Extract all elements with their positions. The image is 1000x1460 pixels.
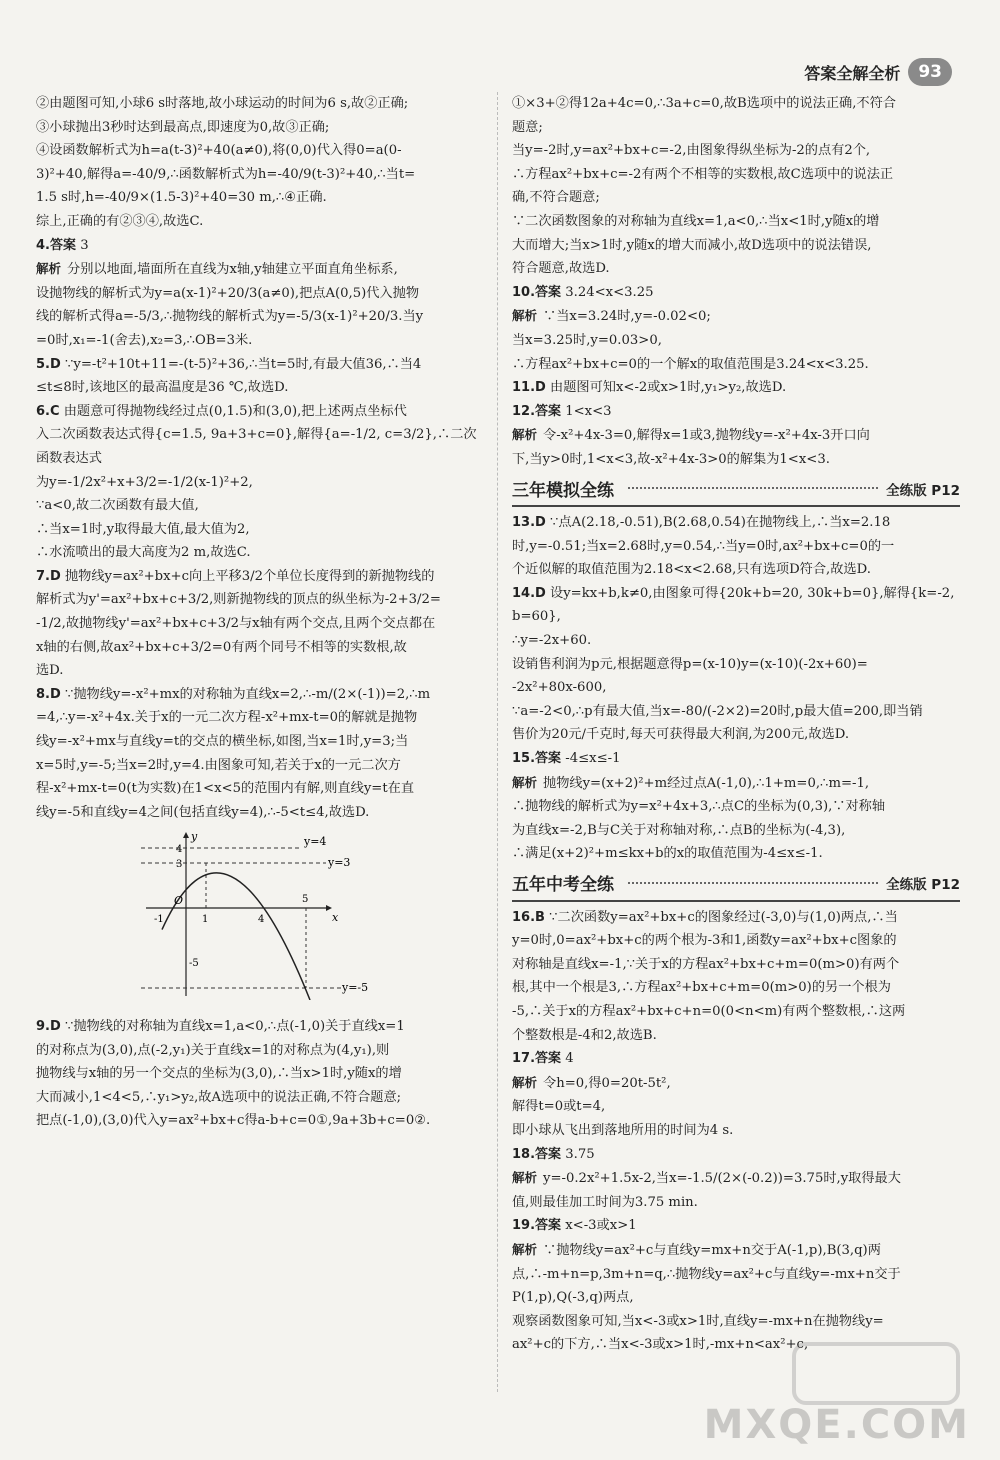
text-line: 令h=0,得0=20t-5t², bbox=[543, 1075, 671, 1091]
section-dots bbox=[628, 882, 878, 884]
text-line: 把点(-1,0),(3,0)代入y=ax²+bx+c得a-b+c=0①,9a+3b+c=0②. bbox=[36, 1113, 431, 1129]
section-tag: 全练版 P12 bbox=[886, 482, 960, 499]
text-line: ∵二次函数图象的对称轴为直线x=1,a<0,∴当x<1时,y随x的增 bbox=[512, 213, 880, 229]
question-number: 19.答案 bbox=[512, 1218, 562, 1234]
text-line: 综上,正确的有②③④,故选C. bbox=[36, 213, 204, 229]
text-line: 抛物线y=ax²+bx+c向上平移3/2个单位长度得到的新抛物线的 bbox=[64, 568, 435, 584]
text-line: 3)²+40,解得a=-40/9,∴函数解析式为h=-40/9(t-3)²+40,∴当t= bbox=[36, 166, 416, 182]
text-line: 题意; bbox=[512, 119, 543, 135]
question-number: 8.D bbox=[36, 686, 61, 702]
text-line: ∵抛物线y=ax²+c与直线y=mx+n交于A(-1,p),B(3,q)两 bbox=[543, 1242, 881, 1258]
text-line: 对称轴是直线x=-1,∵关于x的方程ax²+bx+c+m=0(m>0)有两个 bbox=[512, 956, 900, 972]
tick-5: 5 bbox=[302, 894, 309, 906]
text-line: 当y=-2时,y=ax²+bx+c=-2,由图象得纵坐标为-2的点有2个, bbox=[512, 143, 871, 159]
text-line: 设y=kx+b,k≠0,由图象可得{20k+b=20, 30k+b=0},解得{k=-2, b=60}, bbox=[512, 585, 955, 625]
text-line: ∵点A(2.18,-0.51),B(2.68,0.54)在抛物线上,∴当x=2.18 bbox=[550, 515, 891, 531]
question-19 bbox=[512, 1214, 960, 1357]
right-column bbox=[512, 92, 960, 1357]
text-line: y=-0.2x²+1.5x-2,当x=-1.5/(2×(-0.2))=3.75时,y取得最大 bbox=[543, 1171, 901, 1187]
text-line: 下,当y>0时,1<x<3,故-x²+4x-3>0的解集为1<x<3. bbox=[512, 451, 830, 467]
analysis-label: 解析 bbox=[512, 308, 538, 324]
analysis-label: 解析 bbox=[512, 1074, 538, 1090]
question-11 bbox=[512, 376, 960, 400]
text-line: 的对称点为(3,0),点(-2,y₁)关于直线x=1的对称点为(4,y₁),则 bbox=[36, 1042, 390, 1058]
tick-minus5: -5 bbox=[189, 958, 199, 970]
section-dots bbox=[628, 487, 878, 489]
watermark-text: MXQE.COM bbox=[703, 1402, 970, 1448]
text-line: 抛物线y=(x+2)²+m经过点A(-1,0),∴1+m=0,∴m=-1, bbox=[543, 775, 870, 791]
watermark-logo bbox=[792, 1342, 960, 1405]
question-9 bbox=[36, 1015, 484, 1133]
answer-value: -4≤x≤-1 bbox=[565, 751, 621, 767]
text-line: y=0时,0=ax²+bx+c的两个根为-3和1,函数y=ax²+bx+c图象的 bbox=[512, 933, 897, 949]
tick-4: 4 bbox=[176, 844, 183, 856]
text-line: =4,∴y=-x²+4x.关于x的一元二次方程-x²+mx-t=0的解就是抛物 bbox=[36, 710, 418, 726]
text-line: ④设函数解析式为h=a(t-3)²+40(a≠0),将(0,0)代入得0=a(0- bbox=[36, 143, 402, 159]
question-number: 7.D bbox=[36, 568, 61, 584]
text-line: ∴方程ax²+bx+c=0的一个解x的取值范围是3.24<x<3.25. bbox=[512, 356, 869, 372]
header-title: 答案全解全析 bbox=[804, 63, 901, 83]
answer-value: 3 bbox=[80, 237, 89, 253]
text-line: ∴满足(x+2)²+m≤kx+b的x的取值范围为-4≤x≤-1. bbox=[512, 846, 823, 862]
label-y: y bbox=[191, 830, 198, 844]
question-number: 17.答案 bbox=[512, 1051, 562, 1067]
question-6 bbox=[36, 400, 484, 565]
text-line: 线y=-5和直线y=4之间(包括直线y=4),∴-5<t≤4,故选D. bbox=[36, 804, 370, 820]
label-y-5: y=-5 bbox=[342, 981, 369, 995]
tick-4x: 4 bbox=[258, 914, 265, 926]
text-line: 售价为20元/千克时,每天可获得最大利润,为200元,故选D. bbox=[512, 727, 850, 743]
analysis-label: 解析 bbox=[512, 1241, 538, 1257]
text-line: ∴抛物线的解析式为y=x²+4x+3,∴点C的坐标为(0,3),∵对称轴 bbox=[512, 799, 886, 815]
page-header bbox=[804, 58, 952, 86]
text-line: 由题意可得抛物线经过点(0,1.5)和(3,0),把上述两点坐标代 bbox=[63, 403, 407, 419]
label-origin: O bbox=[174, 894, 184, 908]
text-line: 程-x²+mx-t=0(t为实数)在1<x<5的范围内有解,则直线y=t在直 bbox=[36, 781, 415, 797]
text-line: 根,其中一个根是3,∴方程ax²+bx+c+m=0(m>0)的另一个根为 bbox=[512, 980, 891, 996]
text-line: 为y=-1/2x²+x+3/2=-1/2(x-1)²+2, bbox=[36, 474, 253, 490]
section-title: 五年中考全练 bbox=[512, 875, 614, 895]
text-line: ∵a<0,故二次函数有最大值, bbox=[36, 498, 199, 514]
text-line: 1.5 s时,h=-40/9×(1.5-3)²+40=30 m,∴④正确. bbox=[36, 190, 327, 206]
text-line: -1/2,故抛物线y'=ax²+bx+c+3/2与x轴有两个交点,且两个交点都在 bbox=[36, 616, 436, 632]
text-line: 即小球从飞出到落地所用的时间为4 s. bbox=[512, 1122, 734, 1138]
text-line: 解得t=0或t=4, bbox=[512, 1099, 606, 1115]
column-divider bbox=[497, 92, 499, 1392]
text-line: 大而增大;当x>1时,y随x的增大而减小,故D选项中的说法错误, bbox=[512, 237, 872, 253]
answer-value: 3.75 bbox=[565, 1146, 595, 1162]
y-axis-arrow bbox=[183, 832, 189, 838]
parabola-graph bbox=[136, 830, 376, 1000]
question-number: 15.答案 bbox=[512, 751, 562, 767]
question-8 bbox=[36, 683, 484, 825]
text-line: ∵二次函数y=ax²+bx+c的图象经过(-3,0)与(1,0)两点,∴当 bbox=[549, 909, 898, 925]
analysis-label: 解析 bbox=[36, 261, 62, 277]
question-4 bbox=[36, 234, 484, 353]
tick-3: 3 bbox=[176, 859, 183, 871]
text-line: 值,则最佳加工时间为3.75 min. bbox=[512, 1194, 698, 1210]
question-number: 9.D bbox=[36, 1019, 61, 1034]
text-line: -2x²+80x-600, bbox=[512, 680, 607, 696]
question-number: 10.答案 bbox=[512, 284, 562, 300]
question-number: 11.D bbox=[512, 380, 546, 396]
text-line: ∴y=-2x+60. bbox=[512, 633, 592, 649]
text-line: 符合题意,故选D. bbox=[512, 261, 610, 277]
question-7 bbox=[36, 565, 484, 683]
text-line: ∴当x=1时,y取得最大值,最大值为2, bbox=[36, 521, 250, 537]
text-line: 点,∴-m+n=p,3m+n=q,∴抛物线y=ax²+c与直线y=-mx+n交于 bbox=[512, 1266, 901, 1282]
text-line: ∵抛物线的对称轴为直线x=1,a<0,∴点(-1,0)关于直线x=1 bbox=[64, 1019, 405, 1034]
text-line: 当x=3.25时,y=0.03>0, bbox=[512, 332, 662, 348]
analysis-label: 解析 bbox=[512, 427, 538, 443]
section-header-exam bbox=[512, 872, 960, 902]
text-line: P(1,p),Q(-3,q)两点, bbox=[512, 1290, 634, 1306]
question-number: 12.答案 bbox=[512, 403, 562, 419]
parabola-curve bbox=[162, 873, 310, 1000]
text-line: ①×3+②得12a+4c=0,∴3a+c=0,故B选项中的说法正确,不符合 bbox=[512, 96, 896, 111]
text-line: -5,∴关于x的方程ax²+bx+c+n=0(0<n<m)有两个整数根,∴这两 bbox=[512, 1003, 906, 1019]
text-line: 选D. bbox=[36, 663, 64, 679]
q3-continuation bbox=[36, 92, 484, 234]
text-line: 个整数根是-4和2,故选B. bbox=[512, 1027, 657, 1043]
text-line: ax²+c的下方,∴当x<-3或x>1时,-mx+n<ax²+c, bbox=[512, 1337, 809, 1353]
text-line: ≤t≤8时,该地区的最高温度是36 ℃,故选D. bbox=[36, 380, 289, 396]
analysis-label: 解析 bbox=[512, 1170, 538, 1186]
text-line: 个近似解的取值范围为2.18<x<2.68,只有选项D符合,故选D. bbox=[512, 562, 871, 578]
question-16 bbox=[512, 906, 960, 1048]
text-line: x轴的右侧,故ax²+bx+c+3/2=0有两个同号不相等的实数根,故 bbox=[36, 639, 407, 655]
question-number: 14.D bbox=[512, 585, 546, 601]
label-y4: y=4 bbox=[304, 835, 327, 849]
question-number: 16.B bbox=[512, 909, 545, 925]
question-17 bbox=[512, 1047, 960, 1142]
question-number: 13.D bbox=[512, 515, 546, 531]
analysis-label: 解析 bbox=[512, 774, 538, 790]
section-header-mock bbox=[512, 478, 960, 508]
answer-value: 4 bbox=[565, 1051, 574, 1067]
section-tag: 全练版 P12 bbox=[886, 877, 960, 893]
question-5 bbox=[36, 353, 484, 400]
tick-minus1: -1 bbox=[154, 914, 164, 926]
answer-value: x<-3或x>1 bbox=[565, 1218, 637, 1234]
text-line: ∵a=-2<0,∴p有最大值,当x=-80/(-2×2)=20时,p最大值=200,即当销 bbox=[512, 703, 923, 719]
question-12 bbox=[512, 400, 960, 472]
page-number-badge: 93 bbox=[908, 58, 952, 86]
answer-value: 1<x<3 bbox=[565, 403, 612, 419]
tick-1: 1 bbox=[202, 914, 209, 926]
label-y3: y=3 bbox=[328, 856, 351, 870]
question-18 bbox=[512, 1143, 960, 1215]
text-line: 为直线x=-2,B与C关于对称轴对称,∴点B的坐标为(-4,3), bbox=[512, 822, 846, 838]
answer-value: 3.24<x<3.25 bbox=[565, 284, 654, 300]
text-line: ∴水流喷出的最大高度为2 m,故选C. bbox=[36, 545, 251, 561]
text-line: x=5时,y=-5;当x=2时,y=4.由图象可知,若关于x的一元二次方 bbox=[36, 757, 401, 773]
text-line: 观察函数图象可知,当x<-3或x>1时,直线y=-mx+n在抛物线y= bbox=[512, 1313, 884, 1329]
text-line: ∵当x=3.24时,y=-0.02<0; bbox=[543, 309, 711, 325]
text-line: 确,不符合题意; bbox=[512, 190, 600, 206]
question-number: 18.答案 bbox=[512, 1146, 562, 1162]
text-line: 入二次函数表达式得{c=1.5, 9a+3+c=0},解得{a=-1/2, c=3/2},∴二次函数表达式 bbox=[36, 427, 477, 466]
question-10 bbox=[512, 281, 960, 376]
text-line: ∵抛物线y=-x²+mx的对称轴为直线x=2,∴-m/(2×(-1))=2,∴m bbox=[64, 686, 431, 702]
left-column bbox=[36, 92, 484, 1133]
text-line: 分别以地面,墙面所在直线为x轴,y轴建立平面直角坐标系, bbox=[67, 262, 398, 278]
text-line: 设抛物线的解析式为y=a(x-1)²+20/3(a≠0),把点A(0,5)代入抛物 bbox=[36, 285, 420, 301]
text-line: 时,y=-0.51;当x=2.68时,y=0.54,∴当y=0时,ax²+bx+c=0的一 bbox=[512, 538, 895, 554]
text-line: 令-x²+4x-3=0,解得x=1或3,抛物线y=-x²+4x-3开口向 bbox=[543, 428, 870, 444]
text-line: =0时,x₁=-1(舍去),x₂=3,∴OB=3米. bbox=[36, 332, 253, 348]
section-title: 三年模拟全练 bbox=[512, 480, 614, 501]
question-number: 6.C bbox=[36, 403, 60, 419]
text-line: ∵y=-t²+10t+11=-(t-5)²+36,∴当t=5时,有最大值36,∴当4 bbox=[64, 356, 422, 372]
text-line: 由题图可知x<-2或x>1时,y₁>y₂,故选D. bbox=[550, 380, 787, 396]
question-13 bbox=[512, 511, 960, 582]
question-14 bbox=[512, 582, 960, 747]
text-line: 线的解析式得a=-5/3,∴抛物线的解析式为y=-5/3(x-1)²+20/3.当y bbox=[36, 309, 424, 325]
text-line: ∴方程ax²+bx+c=-2有两个不相等的实数根,故C选项中的说法正 bbox=[512, 166, 894, 182]
text-line: 大而减小,1<4<5,∴y₁>y₂,故A选项中的说法正确,不符合题意; bbox=[36, 1089, 402, 1105]
text-line: ②由题图可知,小球6 s时落地,故小球运动的时间为6 s,故②正确; bbox=[36, 96, 409, 111]
question-15 bbox=[512, 747, 960, 866]
label-x: x bbox=[332, 911, 339, 925]
text-line: 设销售利润为p元,根据题意得p=(x-10)y=(x-10)(-2x+60)= bbox=[512, 656, 868, 672]
text-line: ③小球抛出3秒时达到最高点,即速度为0,故③正确; bbox=[36, 119, 330, 135]
question-number: 5.D bbox=[36, 356, 61, 372]
text-line: 解析式为y'=ax²+bx+c+3/2,则新抛物线的顶点的纵坐标为-2+3/2= bbox=[36, 592, 441, 608]
text-line: 线y=-x²+mx与直线y=t的交点的横坐标,如图,当x=1时,y=3;当 bbox=[36, 734, 409, 750]
question-number: 4.答案 bbox=[36, 237, 76, 253]
q9-continuation bbox=[512, 92, 960, 281]
text-line: 抛物线与x轴的另一个交点的坐标为(3,0),∴当x>1时,y随x的增 bbox=[36, 1066, 402, 1082]
